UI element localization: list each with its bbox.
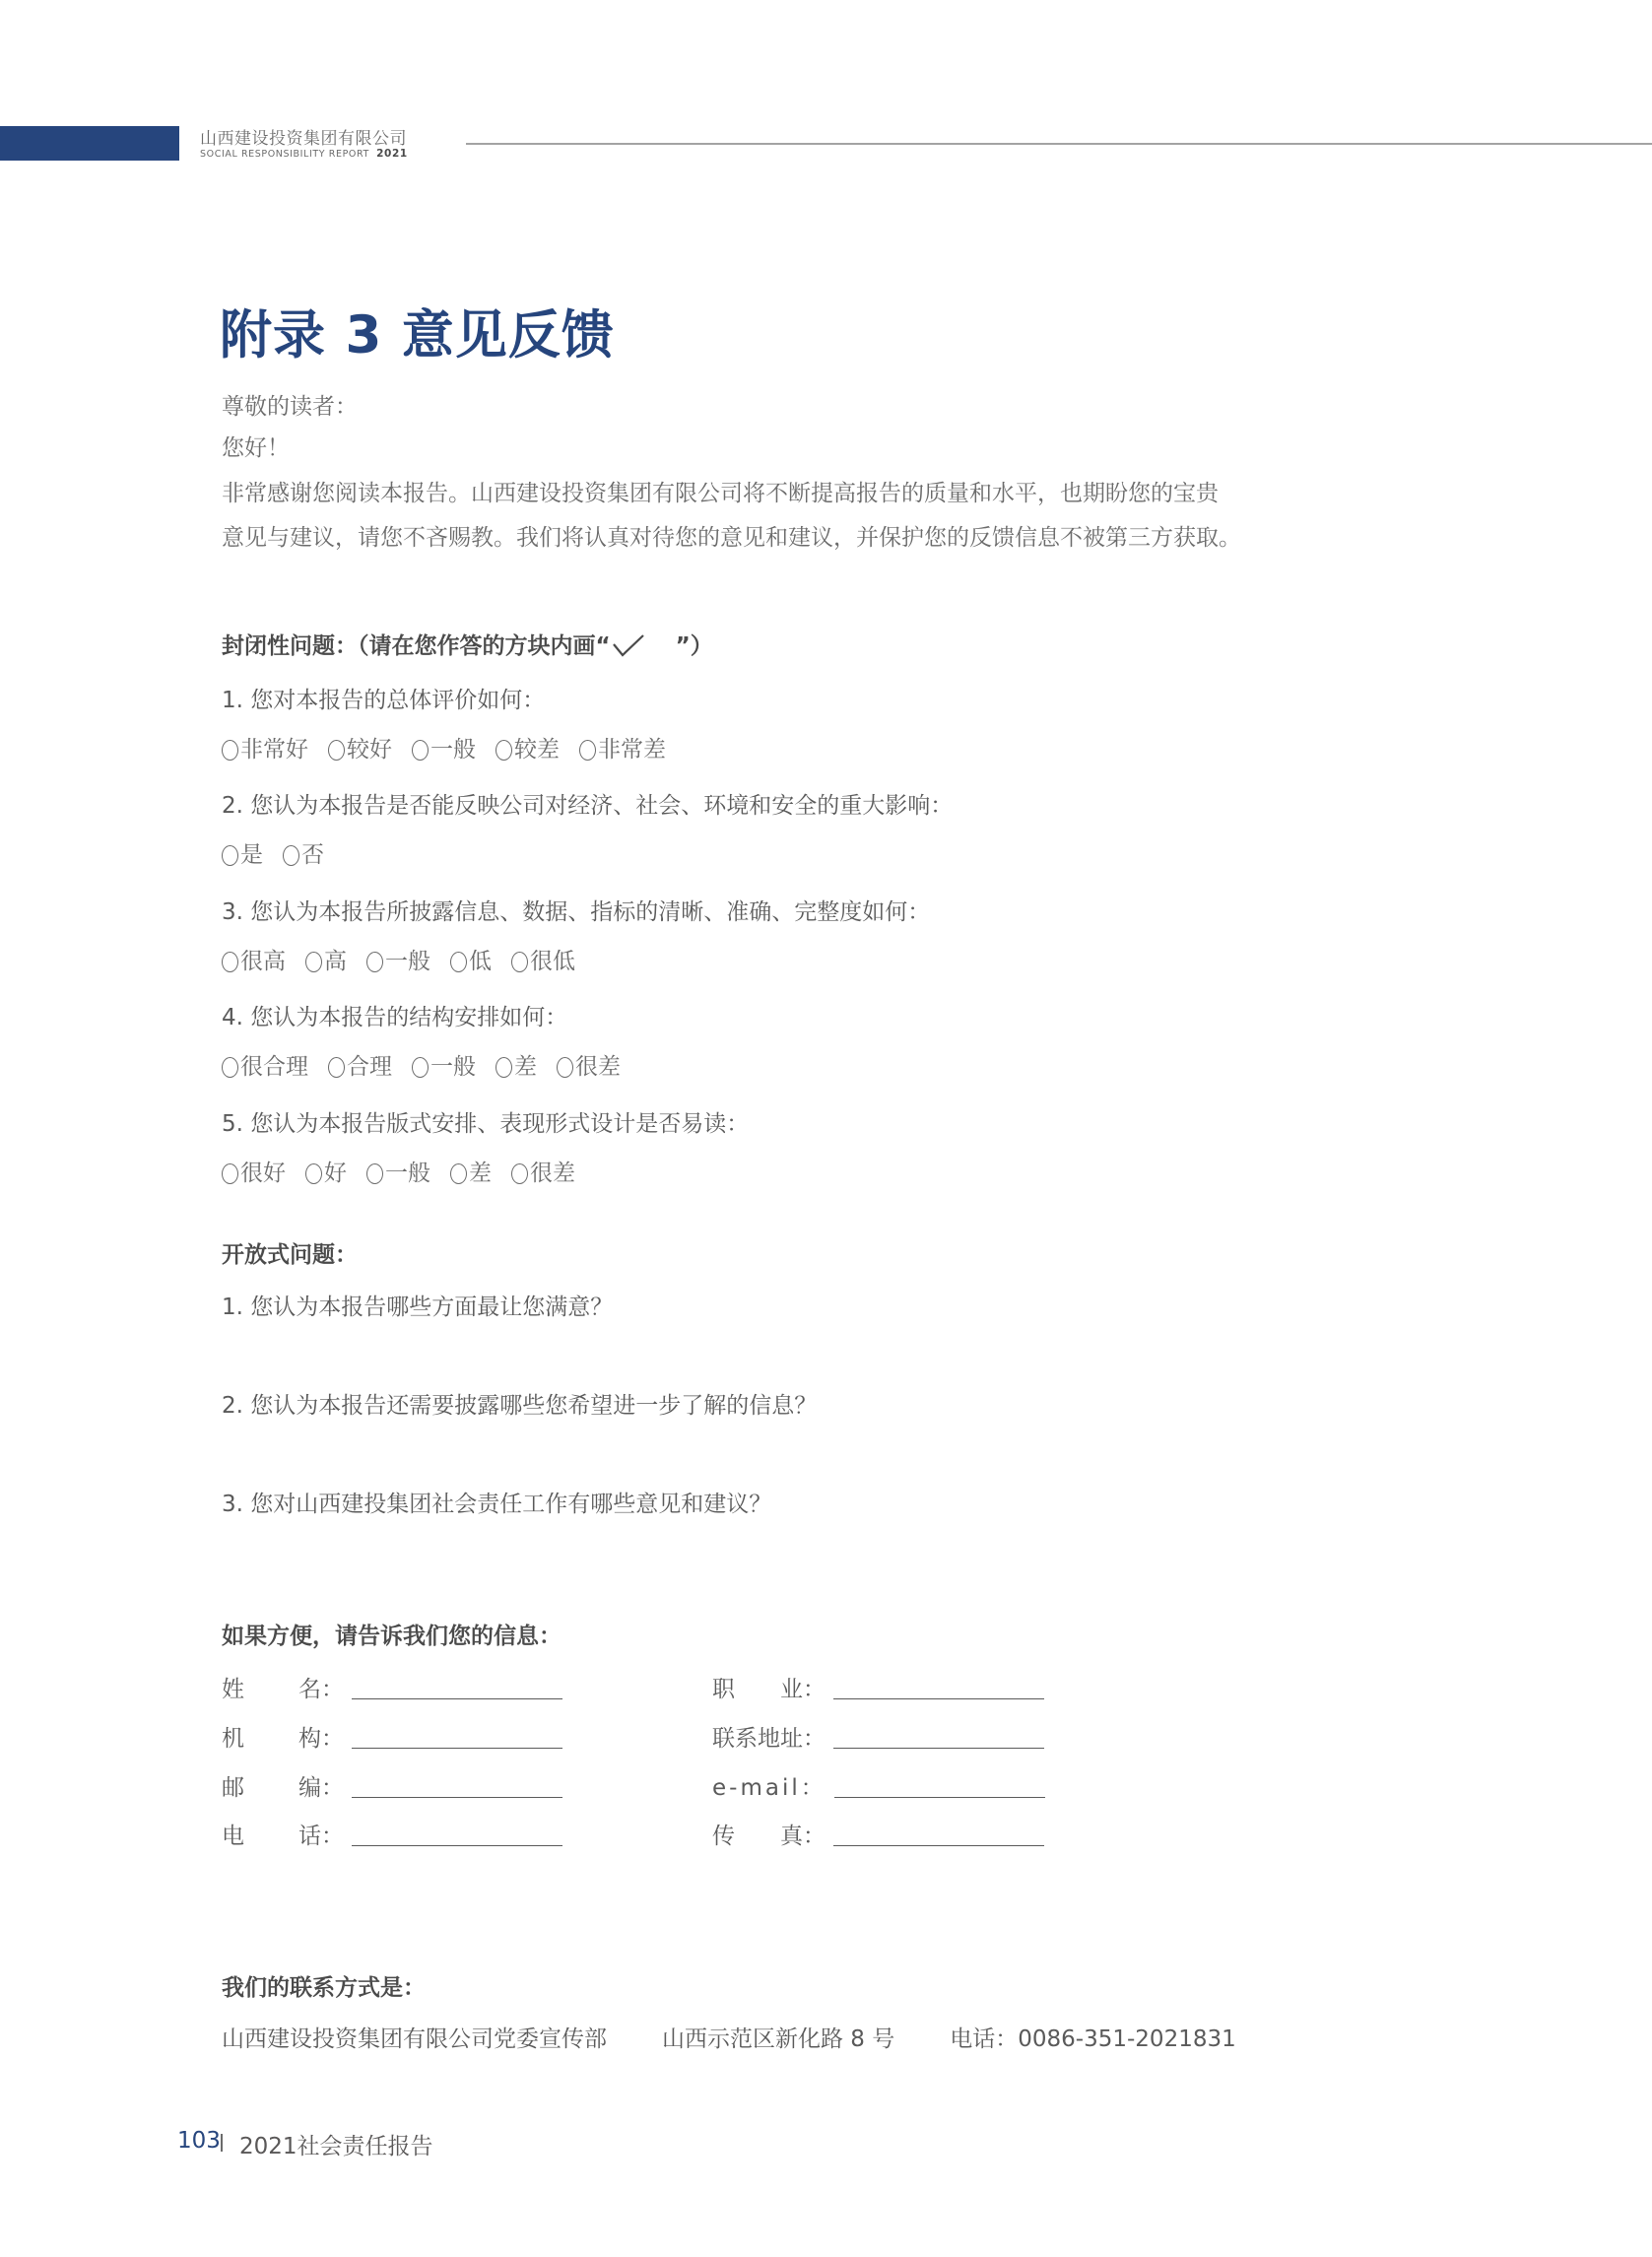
postcode-input-line[interactable] [352,1773,562,1798]
radio-circle-icon[interactable] [579,740,596,761]
field-phone [222,1822,562,1851]
field-label-char: 编： [298,1775,344,1801]
radio-circle-icon[interactable] [222,1163,238,1184]
option-label: 否 [301,842,324,868]
closed-question-3: 3. 您认为本报告所披露信息、数据、指标的清晰、准确、完整度如何： [222,899,931,925]
field-label-char: 构： [298,1726,344,1752]
field-label-char: 姓 [222,1677,244,1702]
option-label: 非常好 [240,737,308,763]
field-fax [712,1822,1044,1851]
field-label: e-mail： [712,1775,826,1801]
occupation-input-line[interactable] [833,1675,1044,1699]
option-radio[interactable] [450,1159,492,1188]
radio-circle-icon[interactable] [283,845,299,866]
footer-report-title: 2021社会责任报告 [239,2134,433,2159]
closed-question-4-options [222,1052,621,1082]
closed-question-4: 4. 您认为本报告的结构安排如何： [222,1005,568,1030]
header-report-en: SOCIAL RESPONSIBILITY REPORT [200,149,369,160]
organization-input-line[interactable] [352,1724,562,1749]
option-radio[interactable] [579,735,666,764]
option-label: 差 [514,1054,537,1080]
option-label: 很好 [240,1161,286,1186]
option-radio[interactable] [222,1159,286,1188]
option-radio[interactable] [496,1052,537,1082]
option-radio[interactable] [222,947,286,976]
option-label: 好 [324,1161,347,1186]
address-input-line[interactable] [833,1724,1044,1749]
field-label: 职 业： [712,1677,826,1702]
option-radio[interactable] [412,735,476,764]
field-address [712,1724,1044,1754]
radio-circle-icon[interactable] [328,740,345,761]
field-label: 联系地址： [712,1726,826,1752]
header-year: 2021 [376,148,408,160]
option-label: 很低 [530,949,575,974]
option-label: 较差 [514,737,560,763]
field-occupation [712,1675,1044,1704]
radio-circle-icon[interactable] [412,1057,429,1078]
option-label: 差 [469,1161,492,1186]
open-questions-heading: 开放式问题： [222,1242,358,1268]
option-radio[interactable] [283,840,324,870]
closed-question-1-options [222,735,666,764]
field-postcode [222,1773,562,1803]
radio-circle-icon[interactable] [496,740,512,761]
option-label: 一般 [385,1161,430,1186]
footer-separator [221,2134,223,2152]
option-radio[interactable] [366,1159,430,1188]
radio-circle-icon[interactable] [557,1057,573,1078]
radio-circle-icon[interactable] [222,845,238,866]
option-label: 很高 [240,949,286,974]
fax-input-line[interactable] [833,1822,1044,1846]
field-label-char: 话： [298,1824,344,1849]
radio-circle-icon[interactable] [222,952,238,972]
field-organization [222,1724,562,1754]
contact-info [222,2025,1236,2054]
option-label: 一般 [385,949,430,974]
closed-question-5-options [222,1159,575,1188]
option-label: 一般 [430,1054,476,1080]
check-mark-icon [611,631,646,661]
name-input-line[interactable] [352,1675,562,1699]
header-divider [466,143,1652,145]
closed-question-1: 1. 您对本报告的总体评价如何： [222,688,546,713]
option-radio[interactable] [557,1052,621,1082]
option-radio[interactable] [328,1052,392,1082]
radio-circle-icon[interactable] [305,1163,322,1184]
email-input-line[interactable] [834,1773,1045,1798]
field-label-char: 电 [222,1824,244,1849]
phone-input-line[interactable] [352,1822,562,1846]
option-radio[interactable] [412,1052,476,1082]
radio-circle-icon[interactable] [511,1163,528,1184]
closed-question-3-options [222,947,575,976]
option-label: 很差 [575,1054,621,1080]
intro-line-2: 意见与建议，请您不吝赐教。我们将认真对待您的意见和建议，并保护您的反馈信息不被第三方获取。 [222,525,1241,551]
option-radio[interactable] [305,947,347,976]
option-label: 一般 [430,737,476,763]
contact-heading: 我们的联系方式是： [222,1975,426,2001]
option-label: 低 [469,949,492,974]
option-radio[interactable] [305,1159,347,1188]
hello: 您好！ [222,435,290,461]
option-radio[interactable] [328,735,392,764]
closed-questions-heading [222,631,713,661]
option-label: 很合理 [240,1054,308,1080]
open-question-2: 2. 您认为本报告还需要披露哪些您希望进一步了解的信息？ [222,1393,818,1419]
radio-circle-icon[interactable] [328,1057,345,1078]
contact-department: 山西建设投资集团有限公司党委宣传部 [222,2026,607,2052]
option-radio[interactable] [222,1052,308,1082]
option-radio[interactable] [366,947,430,976]
closed-question-5: 5. 您认为本报告版式安排、表现形式设计是否易读： [222,1111,750,1137]
radio-circle-icon[interactable] [222,1057,238,1078]
header-color-bar [0,126,179,161]
radio-circle-icon[interactable] [366,952,383,972]
header-report-name [200,148,408,160]
radio-circle-icon[interactable] [450,952,467,972]
info-heading: 如果方便，请告诉我们您的信息： [222,1624,562,1649]
option-label: 较好 [347,737,392,763]
closed-heading-suffix: ”） [675,633,713,659]
radio-circle-icon[interactable] [496,1057,512,1078]
option-radio[interactable] [511,1159,575,1188]
option-radio[interactable] [222,840,263,870]
intro-line-1: 非常感谢您阅读本报告。山西建设投资集团有限公司将不断提高报告的质量和水平，也期盼您的宝贵 [222,481,1219,506]
radio-circle-icon[interactable] [366,1163,383,1184]
page-title: 附录 3 意见反馈 [220,305,615,365]
option-radio[interactable] [496,735,560,764]
field-label-char: 机 [222,1726,244,1752]
open-question-3: 3. 您对山西建投集团社会责任工作有哪些意见和建议？ [222,1492,772,1517]
open-question-1: 1. 您认为本报告哪些方面最让您满意？ [222,1294,614,1320]
contact-address: 山西示范区新化路 8 号 [662,2026,895,2052]
option-label: 是 [240,842,263,868]
page-number: 103 [177,2128,221,2154]
greeting: 尊敬的读者： [222,394,358,420]
closed-question-2-options [222,840,324,870]
radio-circle-icon[interactable] [222,740,238,761]
option-label: 很差 [530,1161,575,1186]
option-label: 高 [324,949,347,974]
contact-phone: 电话：0086-351-2021831 [950,2026,1236,2052]
radio-circle-icon[interactable] [305,952,322,972]
closed-question-2: 2. 您认为本报告是否能反映公司对经济、社会、环境和安全的重大影响： [222,793,954,819]
field-label-char: 名： [298,1677,344,1702]
closed-heading-prefix: 封闭性问题：（请在您作答的方块内画“ [222,633,611,659]
field-label-char: 邮 [222,1775,244,1801]
field-name [222,1675,562,1704]
field-email [712,1773,1045,1803]
option-label: 合理 [347,1054,392,1080]
option-radio[interactable] [450,947,492,976]
header-company-name: 山西建设投资集团有限公司 [200,129,407,149]
radio-circle-icon[interactable] [450,1163,467,1184]
radio-circle-icon[interactable] [412,740,429,761]
option-label: 非常差 [598,737,666,763]
radio-circle-icon[interactable] [511,952,528,972]
field-label: 传 真： [712,1824,826,1849]
option-radio[interactable] [222,735,308,764]
option-radio[interactable] [511,947,575,976]
